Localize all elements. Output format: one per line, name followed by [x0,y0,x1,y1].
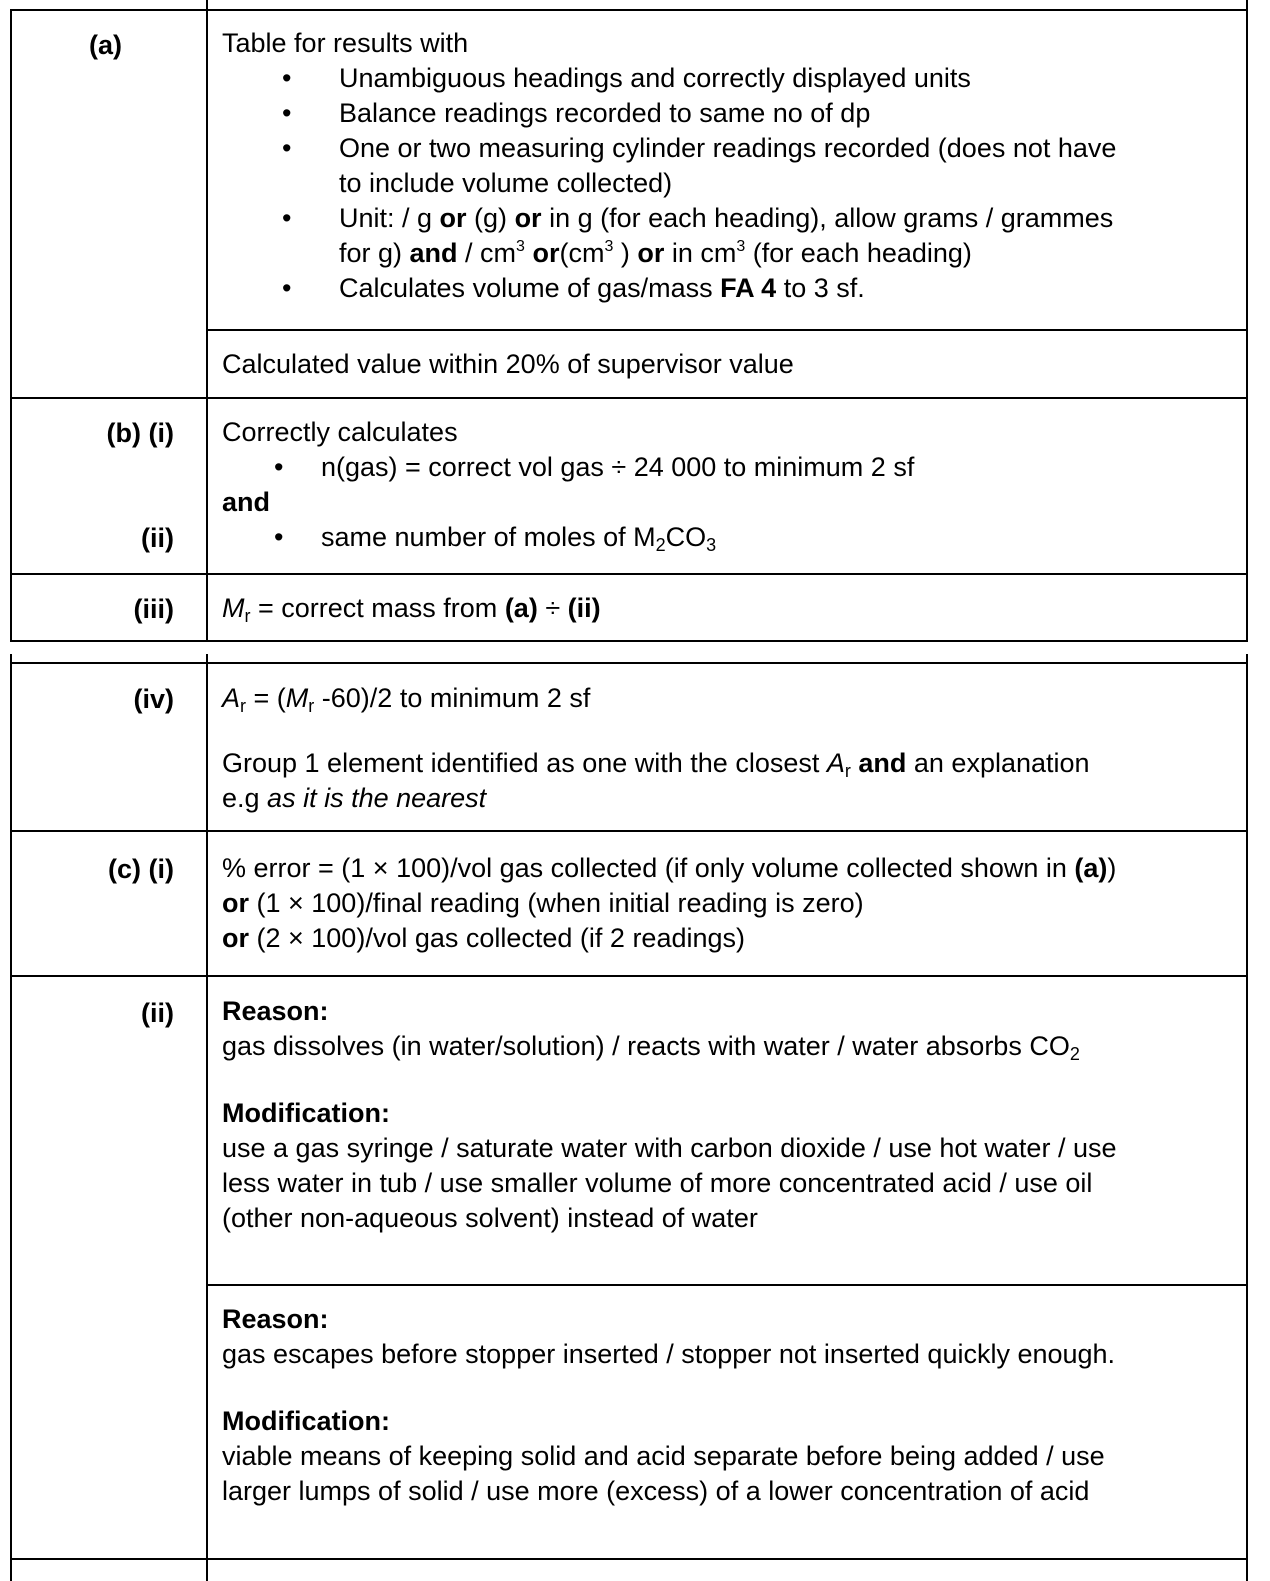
label-c-ii: (ii) [141,998,174,1028]
b-iv-example: e.g as it is the nearest [222,783,487,813]
rule-middle-upper [206,0,208,642]
modification-2-heading: Modification: [222,1406,390,1436]
a-bullet-3: • One or two measuring cylinder readings recorded (does not have [222,131,1242,166]
a-bullet-1: • Unambiguous headings and correctly displayed units [222,61,1242,96]
cell-c-i [222,851,1242,956]
rule-left-lower [10,654,12,1581]
reason-2-text: gas escapes before stopper inserted / stopper not inserted quickly enough. [222,1339,1116,1369]
label-b-i: (b) (i) [106,418,174,448]
cell-c-ii-second [222,1302,1242,1509]
cell-a-supervisor [222,347,1242,382]
label-b-ii: (ii) [141,523,174,553]
b-and: and [222,487,271,517]
modification-1-line-1: use a gas syringe / saturate water with carbon dioxide / use hot water / use [222,1133,1117,1163]
rule-iv-end [10,830,1248,832]
c-i-line-2: or (1 × 100)/final reading (when initial reading is zero) [222,888,864,918]
a-bullet-4-cont: for g) and / $cm^3$ $or(cm^3$ ) or in $cm^3$ (for each heading) [339,238,972,268]
rule-right-lower [1246,654,1248,1581]
rule-upper-end [10,640,1248,642]
b-iii-text: $M_r$ = correct mass from (a) ÷ (ii) [222,593,601,626]
a-supervisor-text: Calculated value within 20% of supervisor value [222,349,794,379]
label-a: (a) [89,30,122,60]
rule-a-inner [206,329,1248,331]
reason-1-text: gas dissolves (in water/solution) / reacts with water / water absorbs $CO_2$ [222,1031,1080,1064]
rule-lower-top [10,662,1248,664]
label-b-iii: (iii) [133,594,174,624]
rule-bottom [10,1558,1248,1560]
modification-1-line-2: less water in tub / use smaller volume of more concentrated acid / use oil [222,1168,1093,1198]
reason-1-heading: Reason: [222,996,329,1026]
cell-c-ii-first [222,994,1242,1236]
rule-left-upper [10,10,12,642]
rule-b-end [10,573,1248,575]
label-c-i: (c) (i) [108,854,174,884]
rule-middle-lower [206,654,208,1581]
modification-2-line-1: viable means of keeping solid and acid separate before being added / use [222,1441,1105,1471]
cell-a-criteria [222,26,1242,306]
rule-ci-end [10,975,1248,977]
b-bullet-2: • same number of moles of $M_2CO_3$ [222,520,1242,555]
c-i-line-3: or (2 × 100)/vol gas collected (if 2 readings) [222,923,746,953]
b-intro: Correctly calculates [222,417,458,447]
a-bullet-4: • Unit: / g or (g) or in g (for each heading), allow grams / grammes [222,201,1242,236]
a-intro: Table for results with [222,28,469,58]
modification-1-heading: Modification: [222,1098,390,1128]
rule-right-upper [1246,0,1248,642]
label-b-iv: (iv) [133,684,174,714]
b-iv-formula: $A_r = (M_r$ -60)/2 to minimum 2 sf [222,683,591,716]
cell-b [222,415,1242,555]
a-bullet-2: • Balance readings recorded to same no of dp [222,96,1242,131]
b-bullet-1: • n(gas) = correct vol gas ÷ 24 000 to minimum 2 sf [222,450,1242,485]
a-bullet-5: • Calculates volume of gas/mass FA 4 to 3 sf. [222,271,1242,306]
reason-2-heading: Reason: [222,1304,329,1334]
rule-cii-inner [206,1284,1248,1286]
modification-1-line-3: (other non-aqueous solvent) instead of water [222,1203,758,1233]
c-i-line-1: % error = (1 × 100)/vol gas collected (if only volume collected shown in (a)) [222,853,1117,883]
b-iv-identify: Group 1 element identified as one with the closest $A_r$ and an explanation [222,748,1090,781]
cell-b-iv [222,681,1242,816]
cell-b-iii [222,591,1242,626]
rule-top [10,9,1248,11]
a-bullet-3-cont: to include volume collected) [339,168,673,198]
modification-2-line-2: larger lumps of solid / use more (excess) of a lower concentration of acid [222,1476,1090,1506]
rule-a-end [10,397,1248,399]
